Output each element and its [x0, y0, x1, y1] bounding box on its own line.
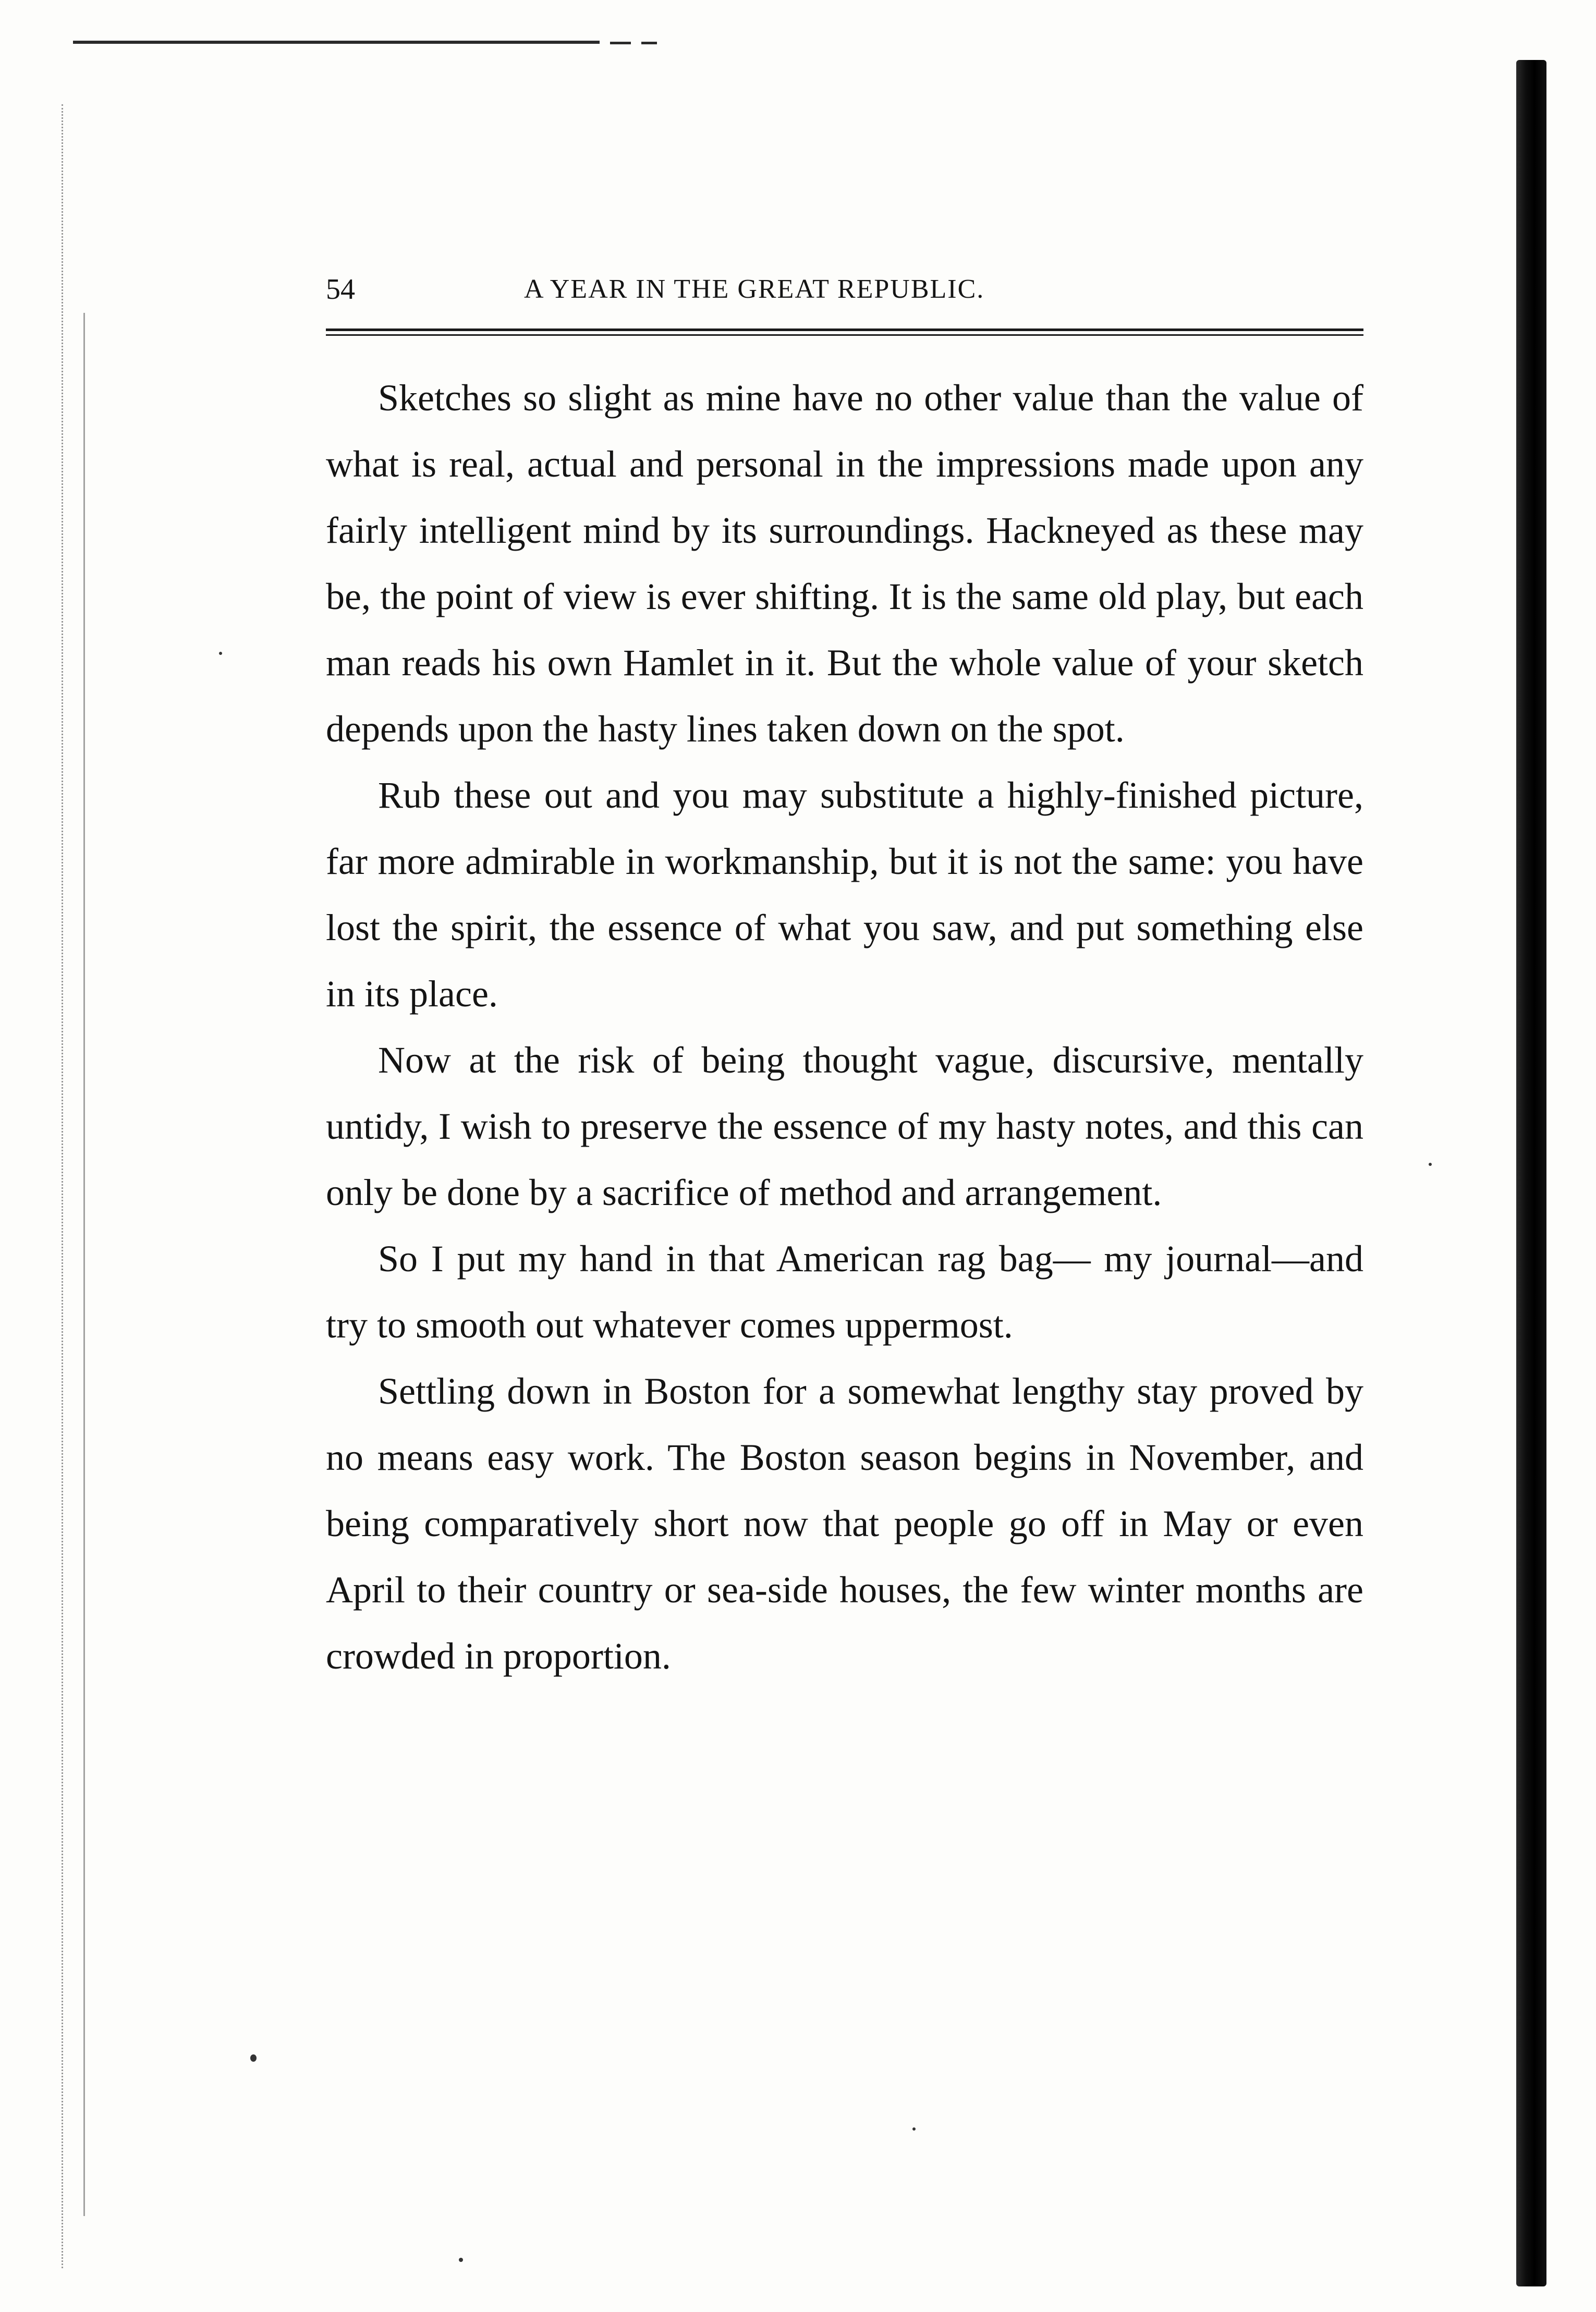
ink-speck [912, 2127, 916, 2131]
paragraph: So I put my hand in that American rag bag— my journal—and try to smooth out whatever comes uppermost. [326, 1238, 1363, 1346]
ink-speck [219, 652, 222, 655]
gutter-line [83, 313, 85, 2216]
paragraph: Now at the risk of being thought vague, discursive, mentally untidy, I wish to preserve the essence of my hasty notes, and this can only be done by a sacrifice of method and arrangement. [326, 1039, 1363, 1213]
running-header [326, 269, 1363, 310]
paragraph: Sketches so slight as mine have no other value than the value of what is real, actual and personal in the impressions made upon any fairly intelligent mind by its surroundings. Hackneyed as these may be, the point of view is ever shifting. It is the same old play, but each man reads his own Hamlet in it. But the whole value of your sketch depends upon the hasty lines taken down on the spot. [326, 377, 1363, 750]
top-rule [73, 41, 600, 44]
paragraph: Settling down in Boston for a somewhat lengthy stay proved by no means easy work. The Boston season begins in November, and being comparatively short now that people go off in May or even April to their country or sea-side houses, the few winter months are crowded in proportion. [326, 1370, 1363, 1677]
ink-speck [1429, 1163, 1432, 1166]
ink-speck [250, 2054, 257, 2062]
gutter-edge [62, 104, 84, 2268]
paragraph: Rub these out and you may substitute a highly-finished picture, far more admirable in workmanship, but it is not the same: you have lost the spirit, the essence of what you saw, and put something else in its place. [326, 774, 1363, 1015]
top-rule-dash [641, 42, 657, 44]
page-number: 54 [326, 273, 355, 306]
ink-speck [459, 2258, 463, 2262]
top-rule-dash [610, 42, 631, 44]
book-spine-shadow [1516, 60, 1546, 2286]
running-title: A YEAR IN THE GREAT REPUBLIC. [524, 274, 985, 304]
body-text [326, 365, 1363, 1689]
header-rule [326, 328, 1363, 336]
